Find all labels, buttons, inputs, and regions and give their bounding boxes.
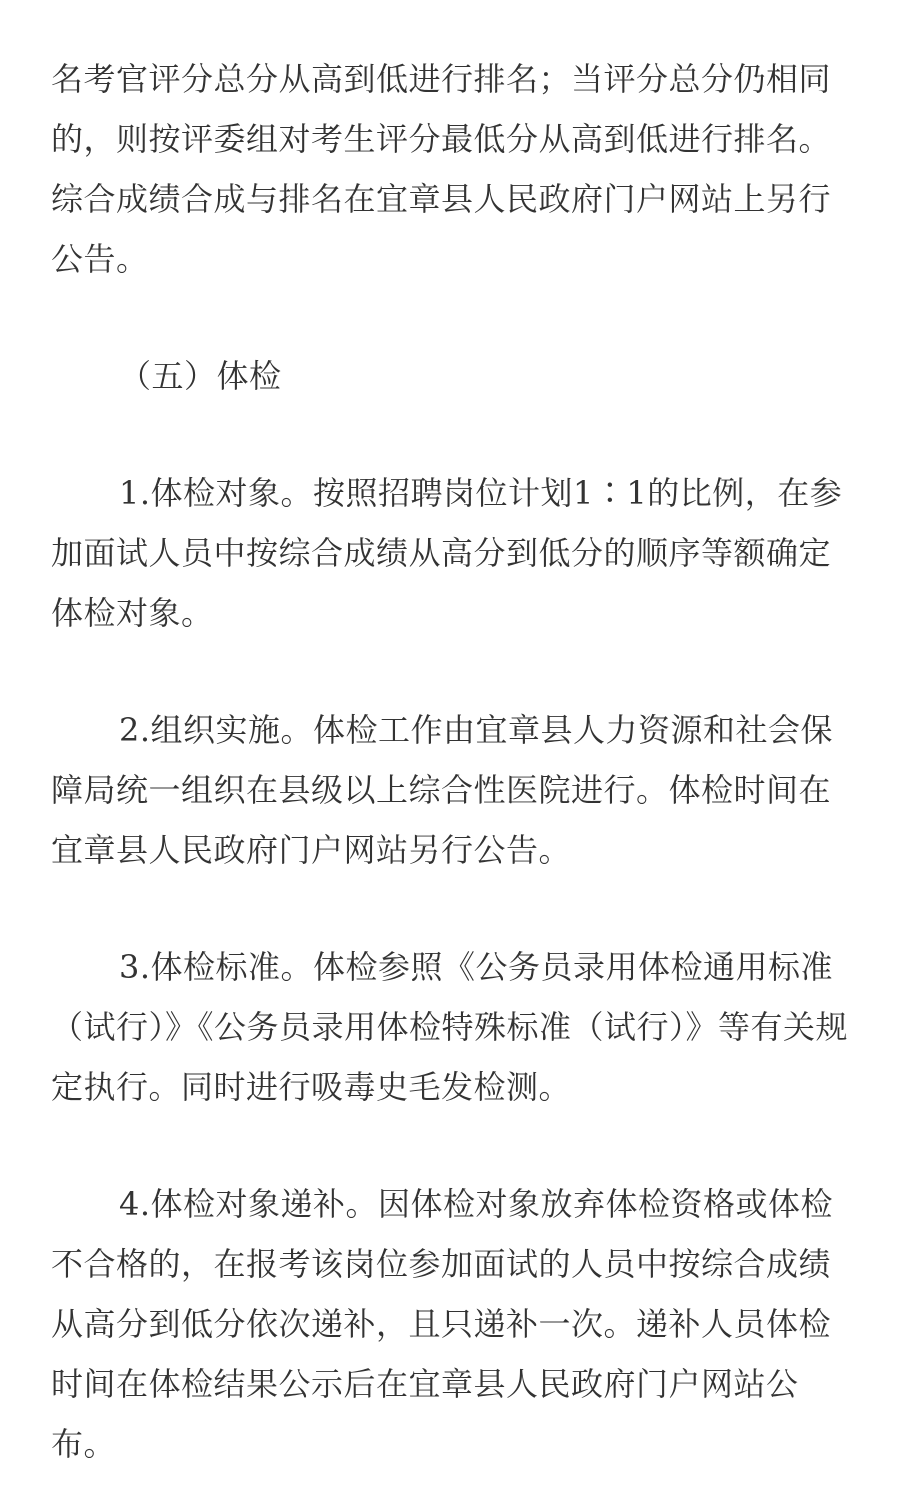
section-heading-physical-exam: （五）体检	[119, 357, 282, 395]
paragraph-ranking-rule: 名考官评分总分从高到低进行排名；当评分总分仍相同的，则按评委组对考生评分最低分从高到低进行排名。综合成绩合成与排名在宜章县人民政府门户网站上另行公告。	[51, 60, 832, 278]
paragraph-exam-subjects: 1.体检对象。按照招聘岗位计划1∶1的比例，在参加面试人员中按综合成绩从高分到低分的顺序等额确定体检对象。	[51, 474, 843, 632]
paragraph-exam-organization: 2.组织实施。体检工作由宜章县人力资源和社会保障局统一组织在县级以上综合性医院进行。体检时间在宜章县人民政府门户网站另行公告。	[51, 711, 834, 869]
paragraph-exam-standards: 3.体检标准。体检参照《公务员录用体检通用标准（试行）》《公务员录用体检特殊标准（试行）》等有关规定执行。同时进行吸毒史毛发检测。	[51, 948, 849, 1106]
article-body	[51, 49, 851, 1474]
paragraph-exam-replacement: 4.体检对象递补。因体检对象放弃体检资格或体检不合格的，在报考该岗位参加面试的人员中按综合成绩从高分到低分依次递补，且只递补一次。递补人员体检时间在体检结果公示后在宜章县人民政府门户网站公布。	[51, 1185, 834, 1463]
